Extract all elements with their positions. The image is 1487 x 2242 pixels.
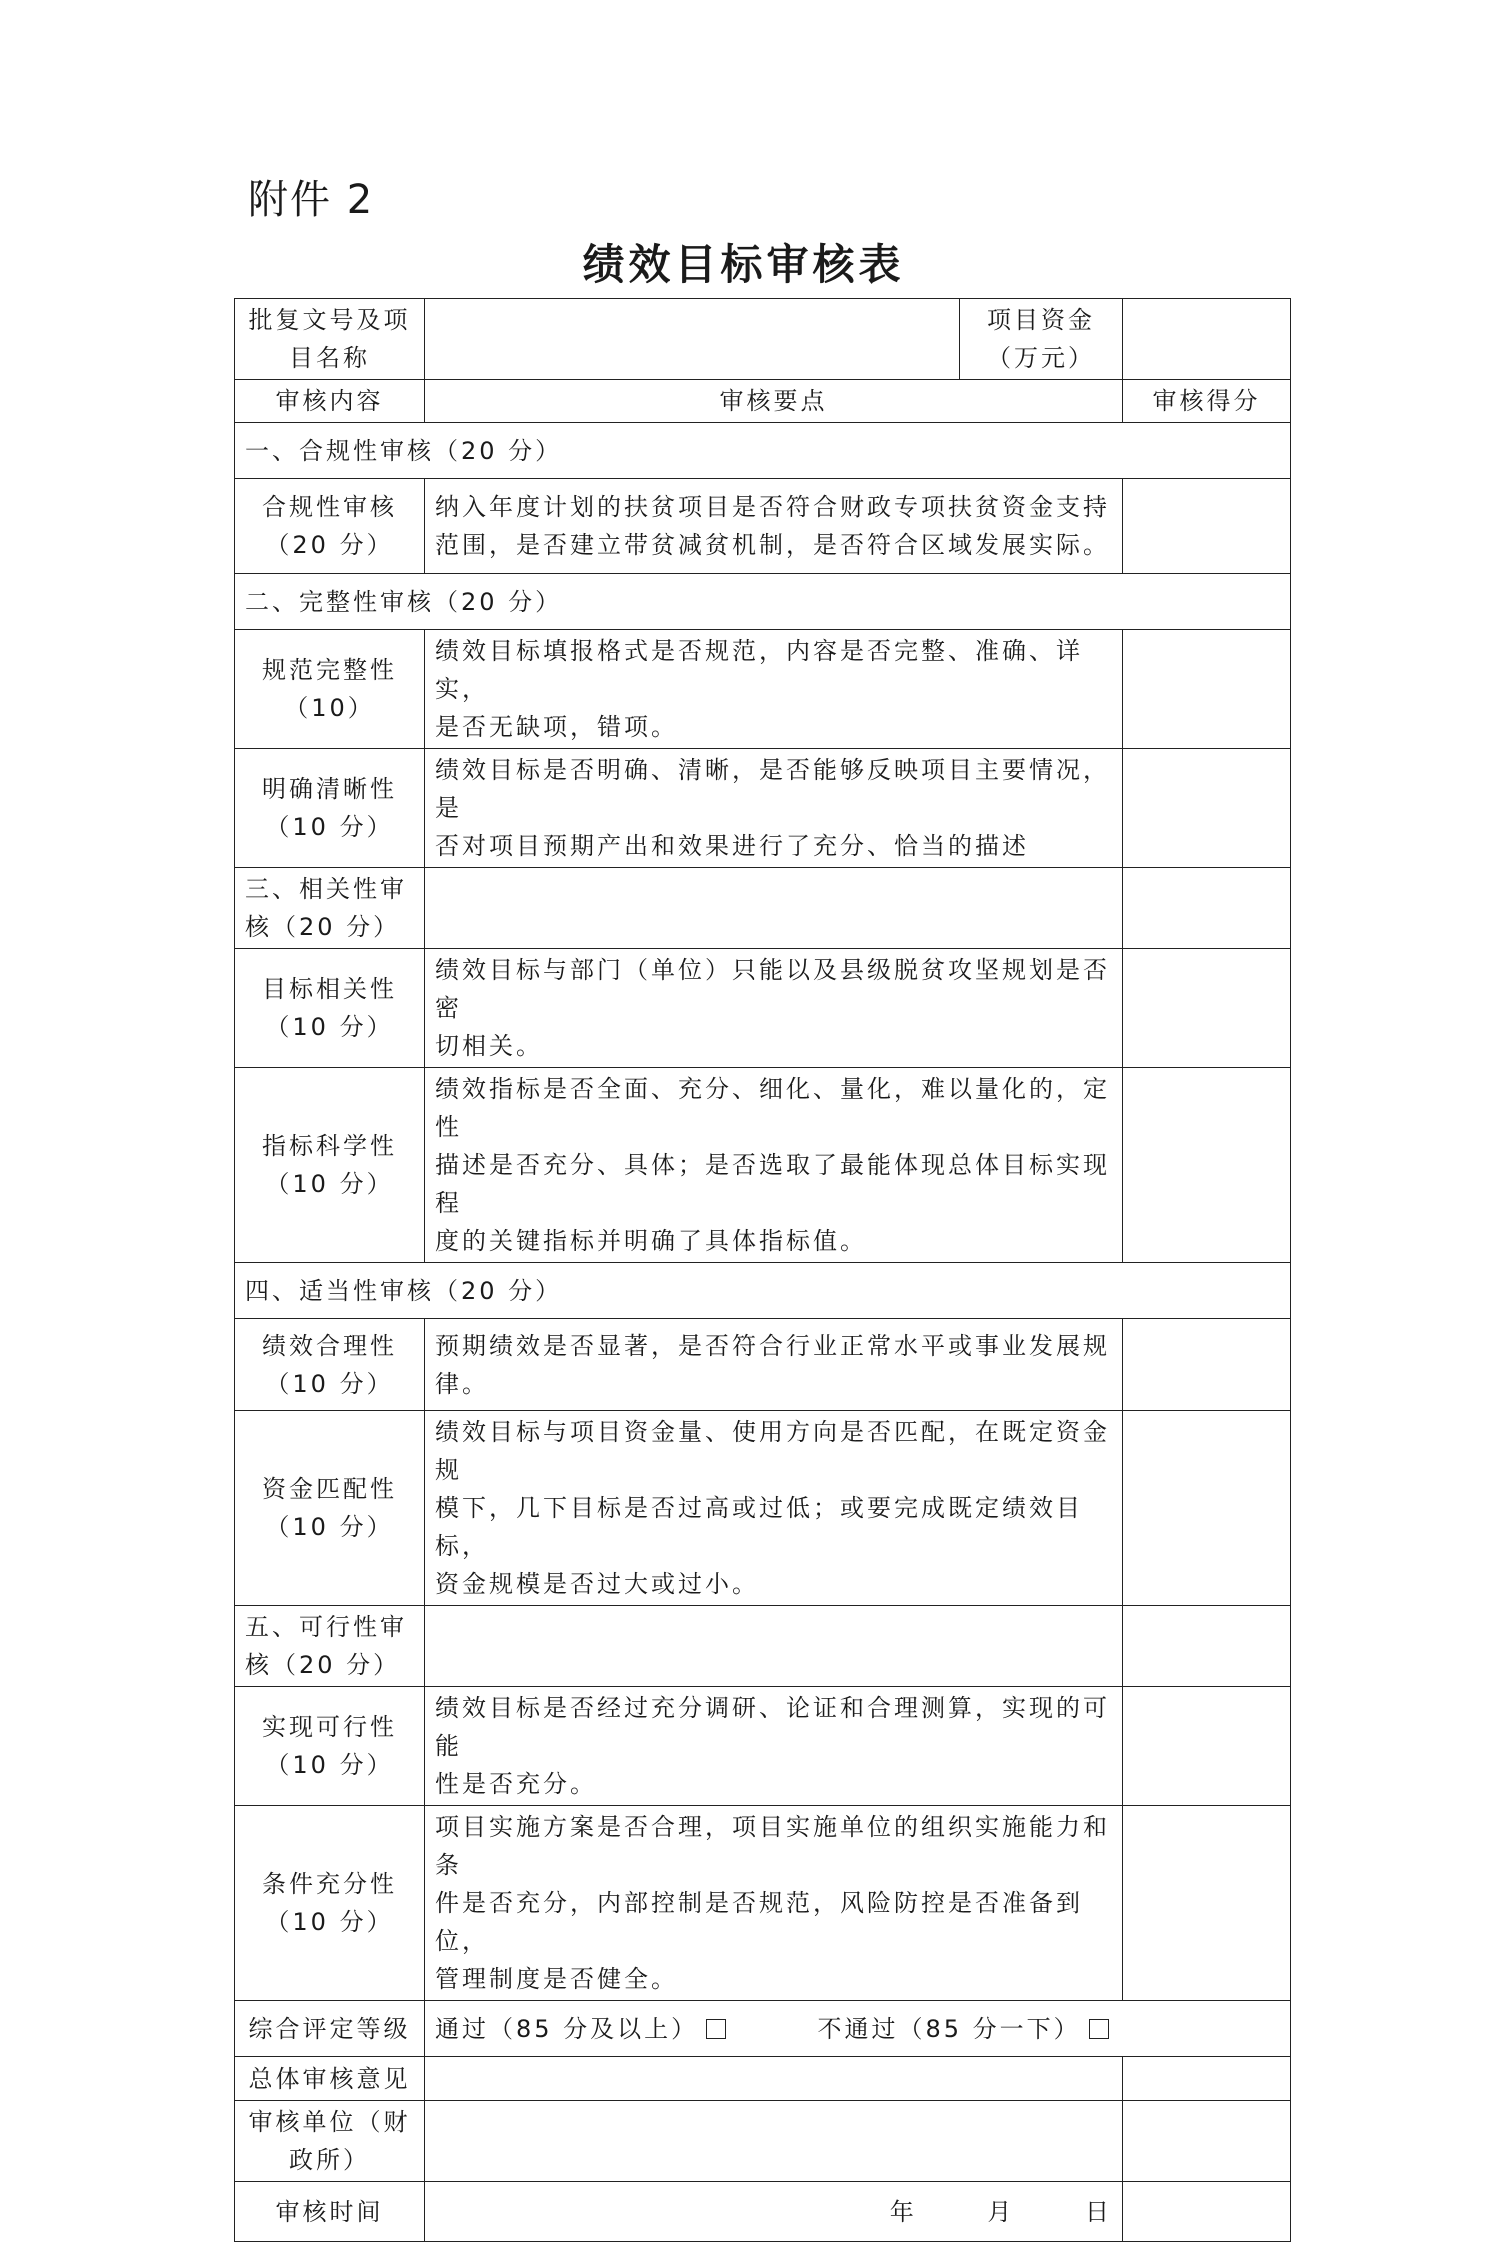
item-points: 绩效目标是否明确、清晰，是否能够反映项目主要情况，是 否对项目预期产出和效果进行了充分、恰当的描述 (425, 749, 1123, 868)
section-row (235, 1606, 1291, 1687)
section-title: 二、完整性审核（20 分） (235, 574, 1291, 630)
score-cell[interactable] (1123, 1606, 1291, 1687)
column-header-row (235, 380, 1291, 423)
section-points-empty (425, 868, 1123, 949)
item-points: 绩效目标与部门（单位）只能以及县级脱贫攻坚规划是否密 切相关。 (425, 949, 1123, 1068)
funds-value-cell[interactable] (1123, 299, 1291, 380)
table-row (235, 1806, 1291, 2001)
column-points-header: 审核要点 (425, 380, 1123, 423)
score-cell[interactable] (1123, 630, 1291, 749)
table-row (235, 949, 1291, 1068)
opinion-value[interactable] (425, 2057, 1123, 2101)
item-points: 绩效目标是否经过充分调研、论证和合理测算，实现的可能 性是否充分。 (425, 1687, 1123, 1806)
score-cell[interactable] (1123, 479, 1291, 574)
unit-value[interactable] (425, 2101, 1123, 2182)
item-points: 绩效目标与项目资金量、使用方向是否匹配，在既定资金规 模下，几下目标是否过高或过低；或要完成既定绩效目标， 资金规模是否过大或过小。 (425, 1411, 1123, 1606)
section-title: 四、适当性审核（20 分） (235, 1263, 1291, 1319)
item-points: 绩效目标填报格式是否规范，内容是否完整、准确、详实， 是否无缺项，错项。 (425, 630, 1123, 749)
item-points: 纳入年度计划的扶贫项目是否符合财政专项扶贫资金支持 范围，是否建立带贫减贫机制，是否符合区域发展实际。 (425, 479, 1123, 574)
column-content-header: 审核内容 (235, 380, 425, 423)
table-row (235, 1319, 1291, 1411)
section-row (235, 574, 1291, 630)
section-row (235, 868, 1291, 949)
funds-label-cell: 项目资金 （万元） (960, 299, 1123, 380)
unit-row (235, 2101, 1291, 2182)
time-label: 审核时间 (235, 2182, 425, 2242)
month-label: 月 (987, 2197, 1015, 2226)
unit-score-cell[interactable] (1123, 2101, 1291, 2182)
approval-label-cell: 批复文号及项 目名称 (235, 299, 425, 380)
score-cell[interactable] (1123, 1687, 1291, 1806)
section-points-empty (425, 1606, 1123, 1687)
approval-value-cell[interactable] (425, 299, 960, 380)
item-points: 项目实施方案是否合理，项目实施单位的组织实施能力和条 件是否充分，内部控制是否规范，风险防控是否准备到位， 管理制度是否健全。 (425, 1806, 1123, 2001)
table-row (235, 1411, 1291, 1606)
form-title: 绩效目标审核表 (582, 240, 905, 289)
annex-label: 附件 2 (248, 177, 375, 223)
table-row (235, 1687, 1291, 1806)
item-label: 资金匹配性 （10 分） (235, 1411, 425, 1606)
item-label: 合规性审核 （20 分） (235, 479, 425, 574)
item-label: 绩效合理性 （10 分） (235, 1319, 425, 1411)
item-label: 实现可行性 （10 分） (235, 1687, 425, 1806)
fail-option-label: 不通过（85 分一下） (817, 2014, 1081, 2043)
fail-checkbox[interactable] (1089, 2019, 1109, 2039)
score-cell[interactable] (1123, 868, 1291, 949)
rating-label: 综合评定等级 (235, 2001, 425, 2057)
year-label: 年 (889, 2197, 917, 2226)
unit-label: 审核单位（财 政所） (235, 2101, 425, 2182)
section-title: 一、合规性审核（20 分） (235, 423, 1291, 479)
score-cell[interactable] (1123, 949, 1291, 1068)
section-title: 三、相关性审 核（20 分） (235, 868, 425, 949)
rating-row (235, 2001, 1291, 2057)
pass-option-label: 通过（85 分及以上） (435, 2014, 699, 2043)
opinion-row (235, 2057, 1291, 2101)
section-row (235, 1263, 1291, 1319)
score-cell[interactable] (1123, 1319, 1291, 1411)
table-row (235, 630, 1291, 749)
item-points: 预期绩效是否显著，是否符合行业正常水平或事业发展规 律。 (425, 1319, 1123, 1411)
item-label: 明确清晰性 （10 分） (235, 749, 425, 868)
review-form-table (234, 298, 1291, 2242)
section-title: 五、可行性审 核（20 分） (235, 1606, 425, 1687)
opinion-label: 总体审核意见 (235, 2057, 425, 2101)
table-row (235, 1068, 1291, 1263)
opinion-score-cell[interactable] (1123, 2057, 1291, 2101)
time-value[interactable] (425, 2182, 1123, 2242)
score-cell[interactable] (1123, 1411, 1291, 1606)
column-score-header: 审核得分 (1123, 380, 1291, 423)
header-info-row (235, 299, 1291, 380)
rating-options (425, 2001, 1291, 2057)
day-label: 日 (1085, 2197, 1112, 2226)
score-cell[interactable] (1123, 749, 1291, 868)
item-label: 目标相关性 （10 分） (235, 949, 425, 1068)
pass-checkbox[interactable] (706, 2019, 726, 2039)
item-label: 条件充分性 （10 分） (235, 1806, 425, 2001)
item-points: 绩效指标是否全面、充分、细化、量化，难以量化的，定性 描述是否充分、具体；是否选取了最能体现总体目标实现程 度的关键指标并明确了具体指标值。 (425, 1068, 1123, 1263)
item-label: 指标科学性 （10 分） (235, 1068, 425, 1263)
time-score-cell[interactable] (1123, 2182, 1291, 2242)
score-cell[interactable] (1123, 1806, 1291, 2001)
section-row (235, 423, 1291, 479)
score-cell[interactable] (1123, 1068, 1291, 1263)
table-row (235, 749, 1291, 868)
table-row (235, 479, 1291, 574)
item-label: 规范完整性 （10） (235, 630, 425, 749)
time-row (235, 2182, 1291, 2242)
